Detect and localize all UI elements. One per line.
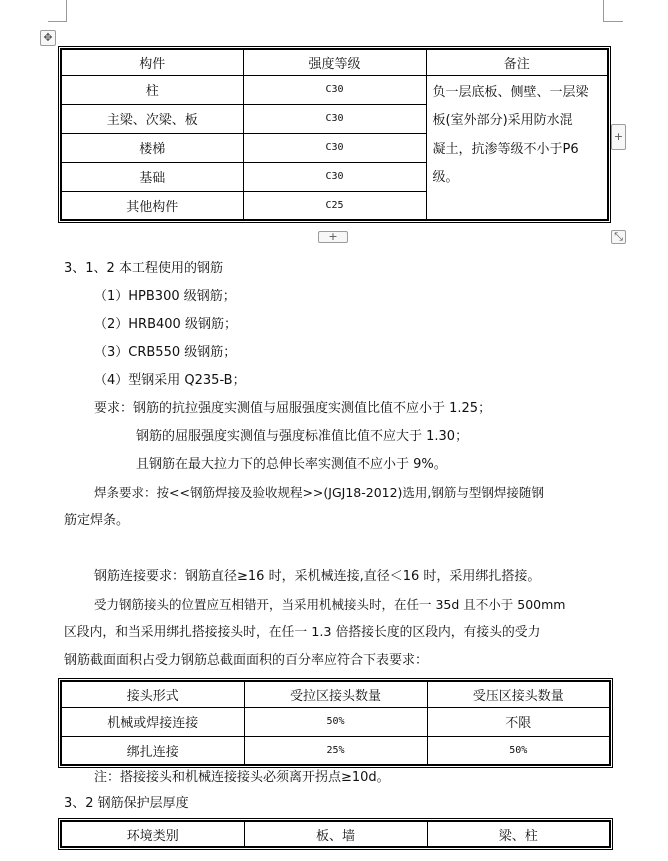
section-heading-rebar: 3、1、2 本工程使用的钢筋: [64, 261, 223, 276]
table-cell: C30: [243, 75, 426, 104]
table-cell: C25: [243, 191, 426, 220]
table-header-cell: 板、墙: [244, 821, 427, 847]
add-column-button[interactable]: +: [611, 124, 626, 150]
table-cell: C30: [243, 104, 426, 133]
list-item: （1）HPB300 级钢筋；: [94, 289, 236, 304]
table-cell: 50%: [427, 736, 610, 765]
cover-thickness-table: [60, 820, 611, 848]
table-header-cell: 受拉区接头数量: [244, 681, 427, 707]
table-cell: C30: [243, 133, 426, 162]
table-cell: 25%: [244, 736, 427, 765]
requirement-line: 钢筋的屈服强度实测值与强度标准值比值不应大于 1.30；: [136, 429, 469, 444]
table-note: 注：搭接接头和机械连接接头必须离开拐点≥10d。: [94, 770, 390, 785]
list-item: （2）HRB400 级钢筋；: [94, 317, 237, 332]
page-corner-mark-right-h: [603, 21, 623, 22]
remarks-line: 级。: [432, 170, 459, 185]
joint-ratio-table: [60, 680, 611, 766]
welding-requirement: 焊条要求：按<<钢筋焊接及验收规程>>(JGJ18-2012)选用,钢筋与型钢焊接随钢: [94, 485, 544, 500]
table-header-cell: 梁、柱: [427, 821, 610, 847]
remarks-cell: [426, 75, 608, 220]
table-cell: C30: [243, 162, 426, 191]
table-header-cell: 接头形式: [61, 681, 244, 707]
joint-paragraph-line: 区段内，和当采用绑扎搭接接头时，在任一 1.3 倍搭接长度的区段内，有接头的受力: [64, 625, 541, 640]
table-header-cell: 环境类别: [61, 821, 244, 847]
table-cell: 其他构件: [61, 191, 243, 220]
joint-paragraph-line: 受力钢筋接头的位置应互相错开，当采用机械接头时，在任一 35d 且不小于 500mm: [94, 597, 566, 612]
table-header-cell: 强度等级: [243, 49, 426, 75]
table-cell: 50%: [244, 707, 427, 736]
table-cell: 柱: [61, 75, 243, 104]
table-cell: 主梁、次梁、板: [61, 104, 243, 133]
remarks-line: 负一层底板、侧壁、一层梁: [432, 84, 589, 100]
page-corner-mark-left-h: [48, 21, 67, 22]
connection-requirement: 钢筋连接要求：钢筋直径≥16 时，采机械连接,直径＜16 时，采用绑扎搭接。: [94, 569, 541, 584]
table-header-cell: 受压区接头数量: [427, 681, 610, 707]
section-heading-cover: 3、2 钢筋保护层厚度: [64, 796, 189, 811]
joint-paragraph-line: 钢筋截面面积占受力钢筋总截面面积的百分率应符合下表要求：: [64, 653, 429, 668]
table-resize-handle[interactable]: ⤡: [611, 230, 626, 244]
page-corner-mark-left: [66, 0, 67, 22]
table-move-handle[interactable]: ✥: [40, 30, 56, 46]
concrete-grade-table: [60, 48, 609, 221]
table-cell: 基础: [61, 162, 243, 191]
list-item: （4）型钢采用 Q235-B；: [94, 373, 246, 388]
table-header-cell: 构件: [61, 49, 243, 75]
add-row-button[interactable]: +: [318, 231, 348, 243]
requirement-line: 要求：钢筋的抗拉强度实测值与屈服强度实测值比值不应小于 1.25；: [94, 401, 492, 416]
page-corner-mark-right: [603, 0, 604, 22]
table-cell: 楼梯: [61, 133, 243, 162]
list-item: （3）CRB550 级钢筋；: [94, 345, 237, 360]
table-header-cell: 备注: [426, 49, 608, 75]
welding-requirement-cont: 筋定焊条。: [64, 513, 130, 528]
requirement-line: 且钢筋在最大拉力下的总伸长率实测值不应小于 9%。: [136, 457, 447, 472]
remarks-line: 凝土，抗渗等级不小于P6: [432, 141, 579, 157]
table-cell: 机械或焊接连接: [61, 707, 244, 736]
remarks-line: 板(室外部分)采用防水混: [432, 113, 573, 128]
table-cell: 不限: [427, 707, 610, 736]
table-cell: 绑扎连接: [61, 736, 244, 765]
